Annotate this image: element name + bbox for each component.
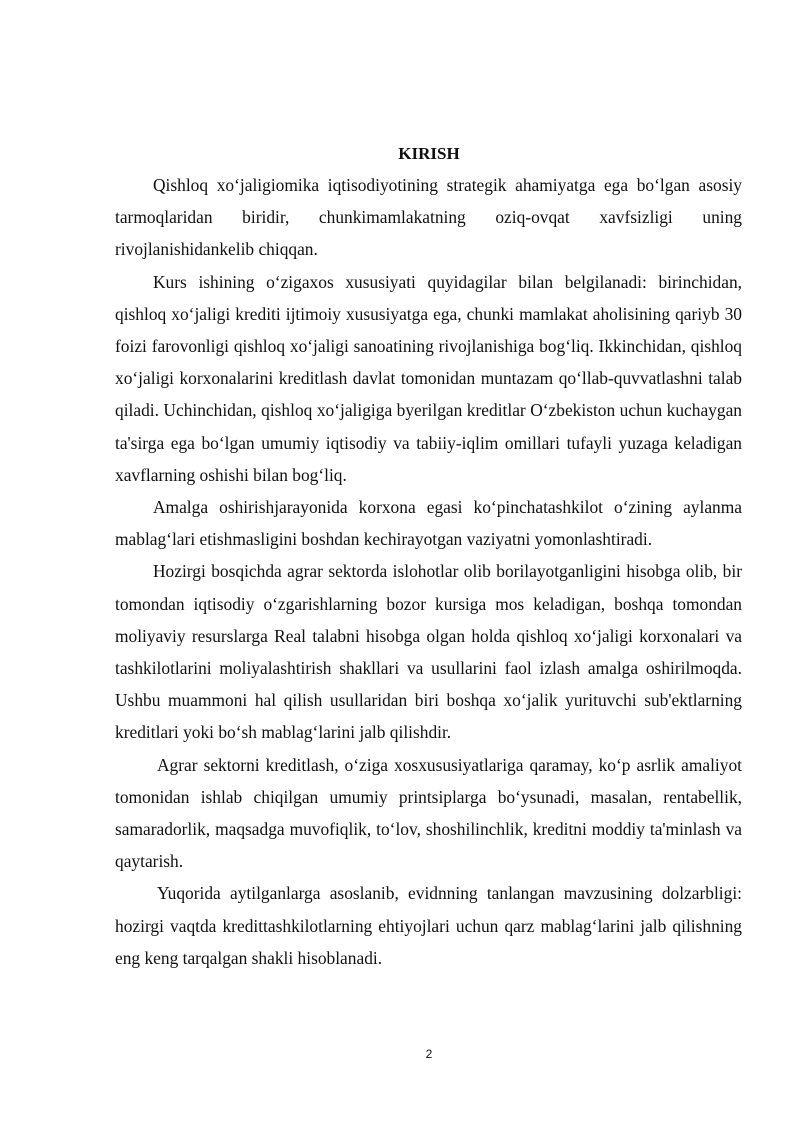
paragraph-4: Hozirgi bosqichda agrar sektorda islohotlar olib borilayotganligini hisobga olib, bir tomondan iqtisodiy o‘zgarishlarning bozor kursiga mos keladigan, boshqa tomondan moliyaviy resurslarga Real talabni hisobga olgan holda qishloq xo‘jaligi korxonalari va tashkilotlarini moliyalashtirish shakllari va usullarini faol izlash amalga oshirilmoqda. Ushbu muammoni hal qilish usullaridan biri boshqa xo‘jalik yurituvchi sub'ektlarning kreditlari yoki bo‘sh mablag‘larini jalb qilishdir.: [115, 561, 742, 743]
section-heading: KIRISH: [398, 144, 460, 163]
page-number: 2: [425, 1047, 433, 1061]
paragraph-6: Yuqorida aytilganlarga asoslanib, evidnning tanlangan mavzusining dolzarbligi: hozirgi vaqtda kredittashkilotlarning ehtiyojlari uchun qarz mablag‘larini jalb qilishning eng keng tarqalgan shakli hisoblanadi.: [115, 883, 742, 968]
body-text: [115, 169, 742, 974]
paragraph-2: Kurs ishining o‘zigaxos xususiyati quyidagilar bilan belgilanadi: birinchidan, qishloq xo‘jaligi krediti ijtimoiy xususiyatga ega, chunki mamlakat aholisining qariyb 30 foizi farovonligi qishloq xo‘jaligi sanoatining rivojlanishiga bog‘liq. Ikkinchidan, qishloq xo‘jaligi korxonalarini kreditlash davlat tomonidan muntazam qo‘llab-quvvatlashni talab qiladi. Uchinchidan, qishloq xo‘jaligiga byerilgan kreditlar O‘zbekiston uchun kuchaygan ta'sirga ega bo‘lgan umumiy iqtisodiy va tabiiy-iqlim omillari tufayli yuzaga keladigan xavflarning oshishi bilan bog‘liq.: [115, 271, 742, 485]
paragraph-1: Qishloq xo‘jaligiomika iqtisodiyotining strategik ahamiyatga ega bo‘lgan asosiy tarmoqlaridan biridir, chunkimamlakatning oziq-ovqat xavfsizligi uning rivojlanishidankelib chiqqan.: [115, 175, 742, 260]
paragraph-5: Agrar sektorni kreditlash, o‘ziga xosxususiyatlariga qaramay, ko‘p asrlik amaliyot tomonidan ishlab chiqilgan umumiy printsiplarga bo‘ysunadi, masalan, rentabellik, samaradorlik, maqsadga muvofiqlik, to‘lov, shoshilinchlik, kreditni moddiy ta'minlash va qaytarish.: [115, 754, 742, 872]
paragraph-3: Amalga oshirishjarayonida korxona egasi ko‘pinchatashkilot o‘zining aylanma mablag‘lari etishmasligini boshdan kechirayotgan vaziyatni yomonlashtiradi.: [115, 497, 742, 550]
